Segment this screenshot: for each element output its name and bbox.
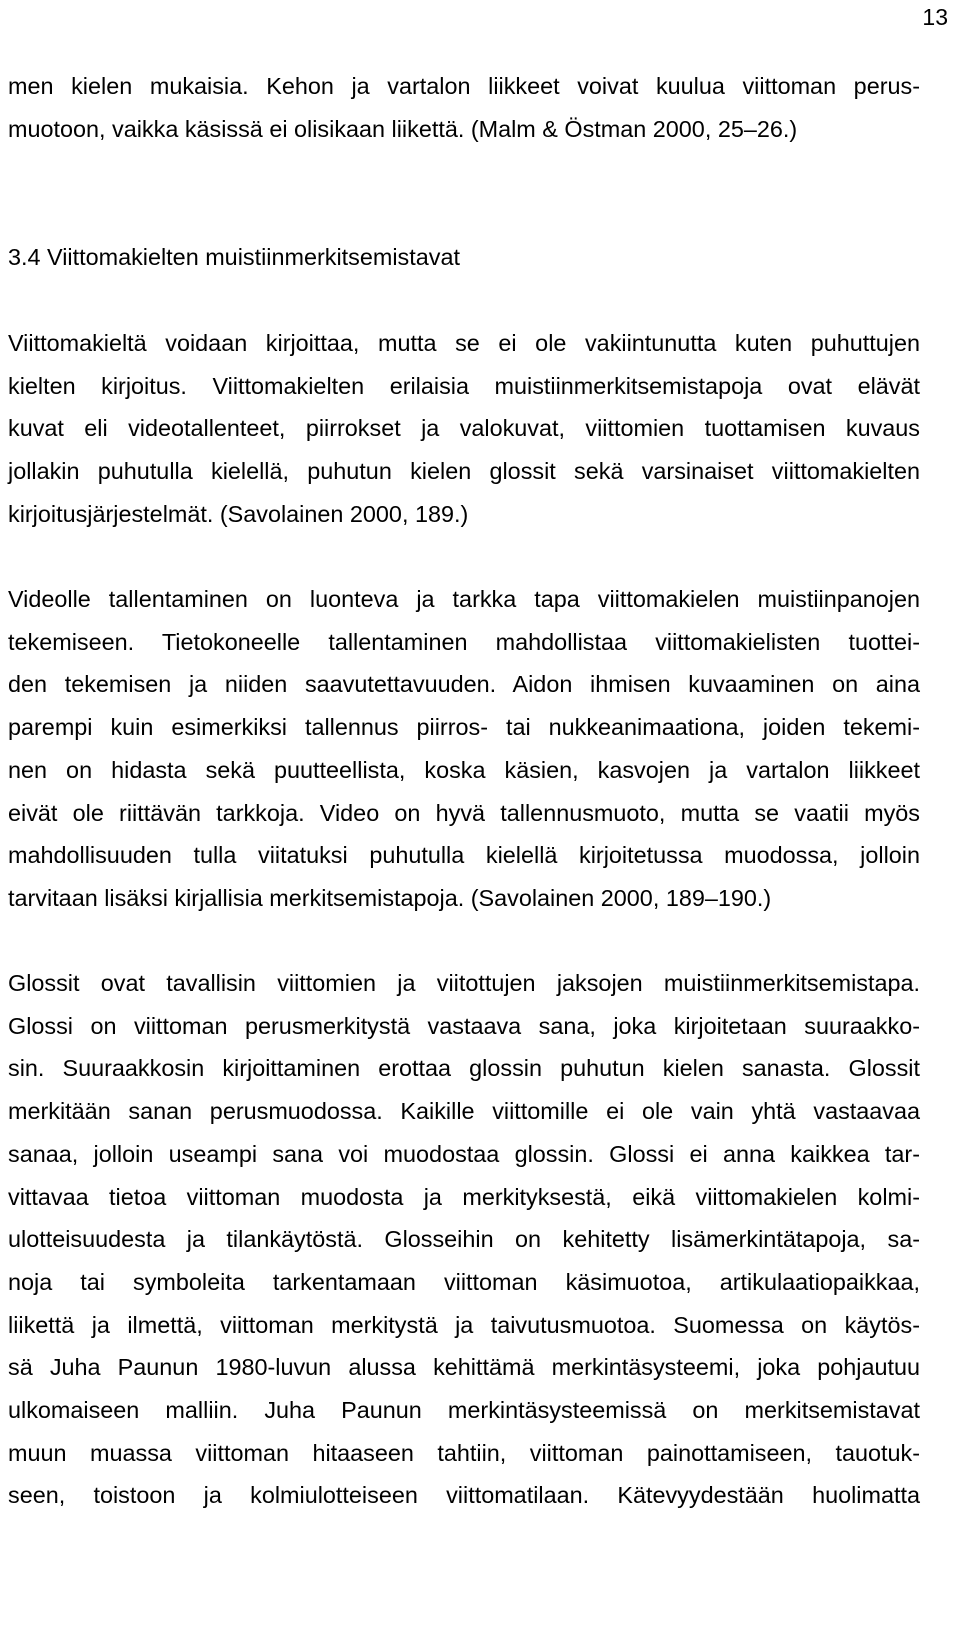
paragraph-2	[8, 578, 920, 920]
text-line: sanaa, jolloin useampi sana voi muodostaa glossin. Glossi ei anna kaikkea tar-	[8, 1140, 920, 1167]
text-line: eivät ole riittävän tarkkoja. Video on hyvä tallennusmuoto, mutta se vaatii myös	[8, 799, 920, 826]
section-heading	[8, 236, 920, 279]
text-line: sä Juha Paunun 1980-luvun alussa kehittämä merkintäsysteemi, joka pohjautuu	[8, 1354, 920, 1381]
text-line: tekemiseen. Tietokoneelle tallentaminen mahdollistaa viittomakielisten tuottei-	[8, 628, 920, 655]
text-line: nen on hidasta sekä puutteellista, koska käsien, kasvojen ja vartalon liikkeet	[8, 756, 920, 783]
text-line: jollakin puhutulla kielellä, puhutun kielen glossit sekä varsinaiset viittomakielten	[8, 458, 920, 485]
text-line: Videolle tallentaminen on luonteva ja tarkka tapa viittomakielen muistiinpanojen	[8, 586, 920, 612]
text-line: vittavaa tietoa viittoman muodosta ja merkityksestä, eikä viittomakielen kolmi-	[8, 1183, 920, 1210]
text-line: parempi kuin esimerkiksi tallennus piirros- tai nukkeanimaationa, joiden tekemi-	[8, 714, 920, 741]
paragraph-1	[8, 322, 920, 536]
text-line: seen, toistoon ja kolmiulotteiseen viittomatilaan. Kätevyydestään huolimatta	[8, 1482, 920, 1509]
text-line: kirjoitusjärjestelmät. (Savolainen 2000, 189.)	[8, 500, 469, 527]
text-line: tarvitaan lisäksi kirjallisia merkitsemistapoja. (Savolainen 2000, 189‒190.)	[8, 884, 772, 911]
text-line: merkitään sanan perusmuodossa. Kaikille viittomille ei ole vain yhtä vastaavaa	[8, 1098, 920, 1125]
text-line: noja tai symboleita tarkentamaan viittoman käsimuotoa, artikulaatiopaikkaa,	[8, 1268, 920, 1295]
text-line: men kielen mukaisia. Kehon ja vartalon liikkeet voivat kuulua viittoman perus-	[8, 73, 920, 99]
page-number: 13	[922, 4, 948, 30]
text-line: mahdollisuuden tulla viitatuksi puhutulla kielellä kirjoitetussa muodossa, jolloin	[8, 842, 920, 869]
text-line: sin. Suuraakkosin kirjoittaminen erottaa glossin puhutun kielen sanasta. Glossit	[8, 1055, 920, 1082]
text-line: Glossit ovat tavallisin viittomien ja viitottujen jaksojen muistiinmerkitsemistapa.	[8, 970, 920, 996]
text-line: kielten kirjoitus. Viittomakielten erilaisia muistiinmerkitsemistapoja ovat elävät	[8, 372, 920, 399]
text-line: liikettä ja ilmettä, viittoman merkitystä ja taivutusmuotoa. Suomessa on käytös-	[8, 1311, 920, 1338]
text-line: muotoon, vaikka käsissä ei olisikaan liikettä. (Malm & Östman 2000, 25‒26.)	[8, 115, 798, 142]
text-line: Viittomakieltä voidaan kirjoittaa, mutta se ei ole vakiintunutta kuten puhuttujen	[8, 330, 920, 356]
paragraph-3	[8, 962, 920, 1517]
text-line: ulkomaiseen malliin. Juha Paunun merkintäsysteemissä on merkitsemistavat	[8, 1397, 920, 1424]
text-line: den tekemisen ja niiden saavutettavuuden. Aidon ihmisen kuvaaminen on aina	[8, 671, 920, 698]
intro-paragraph	[8, 65, 920, 150]
heading-text: 3.4 Viittomakielten muistiinmerkitsemistavat	[8, 244, 460, 270]
text-line: kuvat eli videotallenteet, piirrokset ja valokuvat, viittomien tuottamisen kuvaus	[8, 415, 920, 442]
text-line: Glossi on viittoman perusmerkitystä vastaava sana, joka kirjoitetaan suuraakko-	[8, 1012, 920, 1039]
text-line: ulotteisuudesta ja tilankäytöstä. Glosseihin on kehitetty lisämerkintätapoja, sa-	[8, 1226, 920, 1253]
text-line: muun muassa viittoman hitaaseen tahtiin, viittoman painottamiseen, tauotuk-	[8, 1439, 920, 1466]
